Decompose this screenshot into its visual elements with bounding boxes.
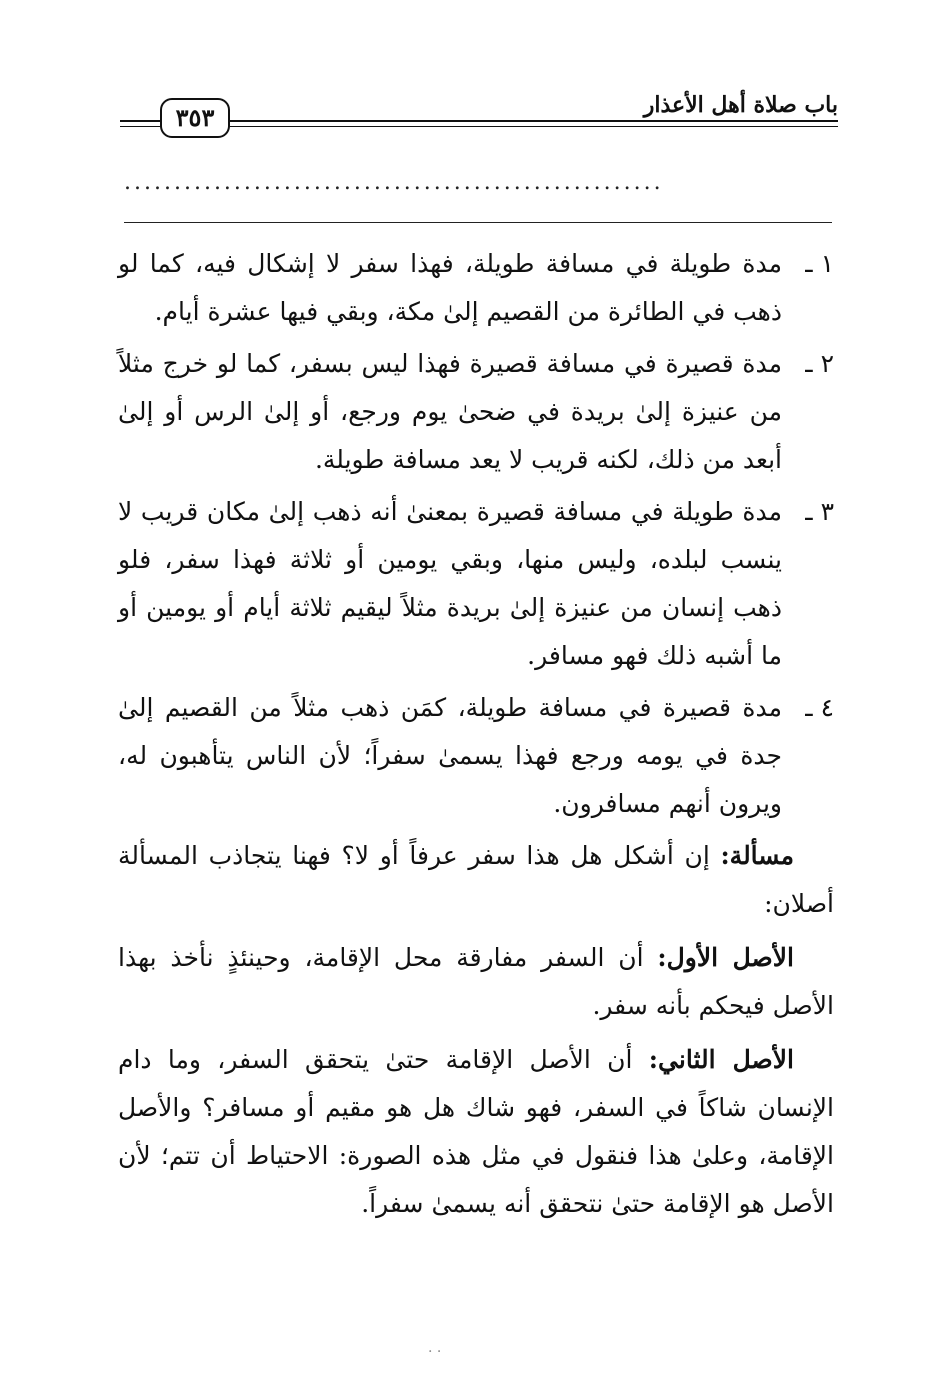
first-principle-paragraph [118,934,834,1030]
masala-text: إن أشكل هل هذا سفر عرفاً أو لا؟ فهنا يتجاذب المسألة أصلان: [118,841,834,918]
divider-line [124,222,832,223]
footer-mark: . . [428,1340,442,1356]
header-rule-right [230,120,838,127]
list-item [118,340,834,484]
list-item [118,488,834,680]
item-number: ٢ ـ [805,349,834,378]
second-principle-text: أن الأصل الإقامة حتىٰ يتحقق السفر، وما دام الإنسان شاكاً في السفر، فهو شاك هل هو مقيم أو مسافر؟ والأصل الإقامة، وعلىٰ هذا فنقول في مثل هذه الصورة: الاحتياط أن تتم؛ لأن الأصل هو الإقامة حتىٰ نتحقق أنه يسمىٰ سفراً. [118,1045,834,1218]
item-text: مدة طويلة في مسافة طويلة، فهذا سفر لا إشكال فيه، كما لو ذهب في الطائرة من القصيم إلىٰ مكة، وبقي فيها عشرة أيام. [118,249,782,326]
page-number: ٣٥٣ [160,98,230,138]
masala-label: مسألة: [720,841,794,870]
item-text: مدة طويلة في مسافة قصيرة بمعنىٰ أنه ذهب إلىٰ مكان قريب لا ينسب لبلده، وليس منها، وبقي يومين أو ثلاثة فهذا سفر، فلو ذهب إنسان من عنيزة إلىٰ بريدة مثلاً ليقيم ثلاثة أيام أو يومين أو ما أشبه ذلك فهو مسافر. [118,497,782,670]
page-body [118,240,834,1234]
item-text: مدة قصيرة في مسافة طويلة، كمَن ذهب مثلاً من القصيم إلىٰ جدة في يومه ورجع فهذا يسمىٰ سفراً؛ لأن الناس يتأهبون له، ويرون أنهم مسافرون. [118,693,782,818]
masala-paragraph [118,832,834,928]
second-principle-label: الأصل الثاني: [648,1045,794,1074]
first-principle-text: أن السفر مفارقة محل الإقامة، وحينئذٍ نأخذ بهذا الأصل فيحكم بأنه سفر. [118,943,834,1020]
page-header [120,92,838,138]
list-item [118,684,834,828]
first-principle-label: الأصل الأول: [657,943,794,972]
item-text: مدة قصيرة في مسافة قصيرة فهذا ليس بسفر، كما لو خرج مثلاً من عنيزة إلىٰ بريدة في ضحىٰ يوم ورجع، أو إلىٰ الرس أو إلىٰ أبعد من ذلك، لكنه قريب لا يعد مسافة طويلة. [118,349,782,474]
item-number: ٣ ـ [805,497,834,526]
item-number: ٤ ـ [805,693,834,722]
dotted-separator: ...................................................... [124,170,664,195]
item-number: ١ ـ [805,249,834,278]
chapter-title: باب صلاة أهل الأعذار [636,92,838,118]
header-rule-left [120,120,160,127]
second-principle-paragraph [118,1036,834,1228]
list-item [118,240,834,336]
